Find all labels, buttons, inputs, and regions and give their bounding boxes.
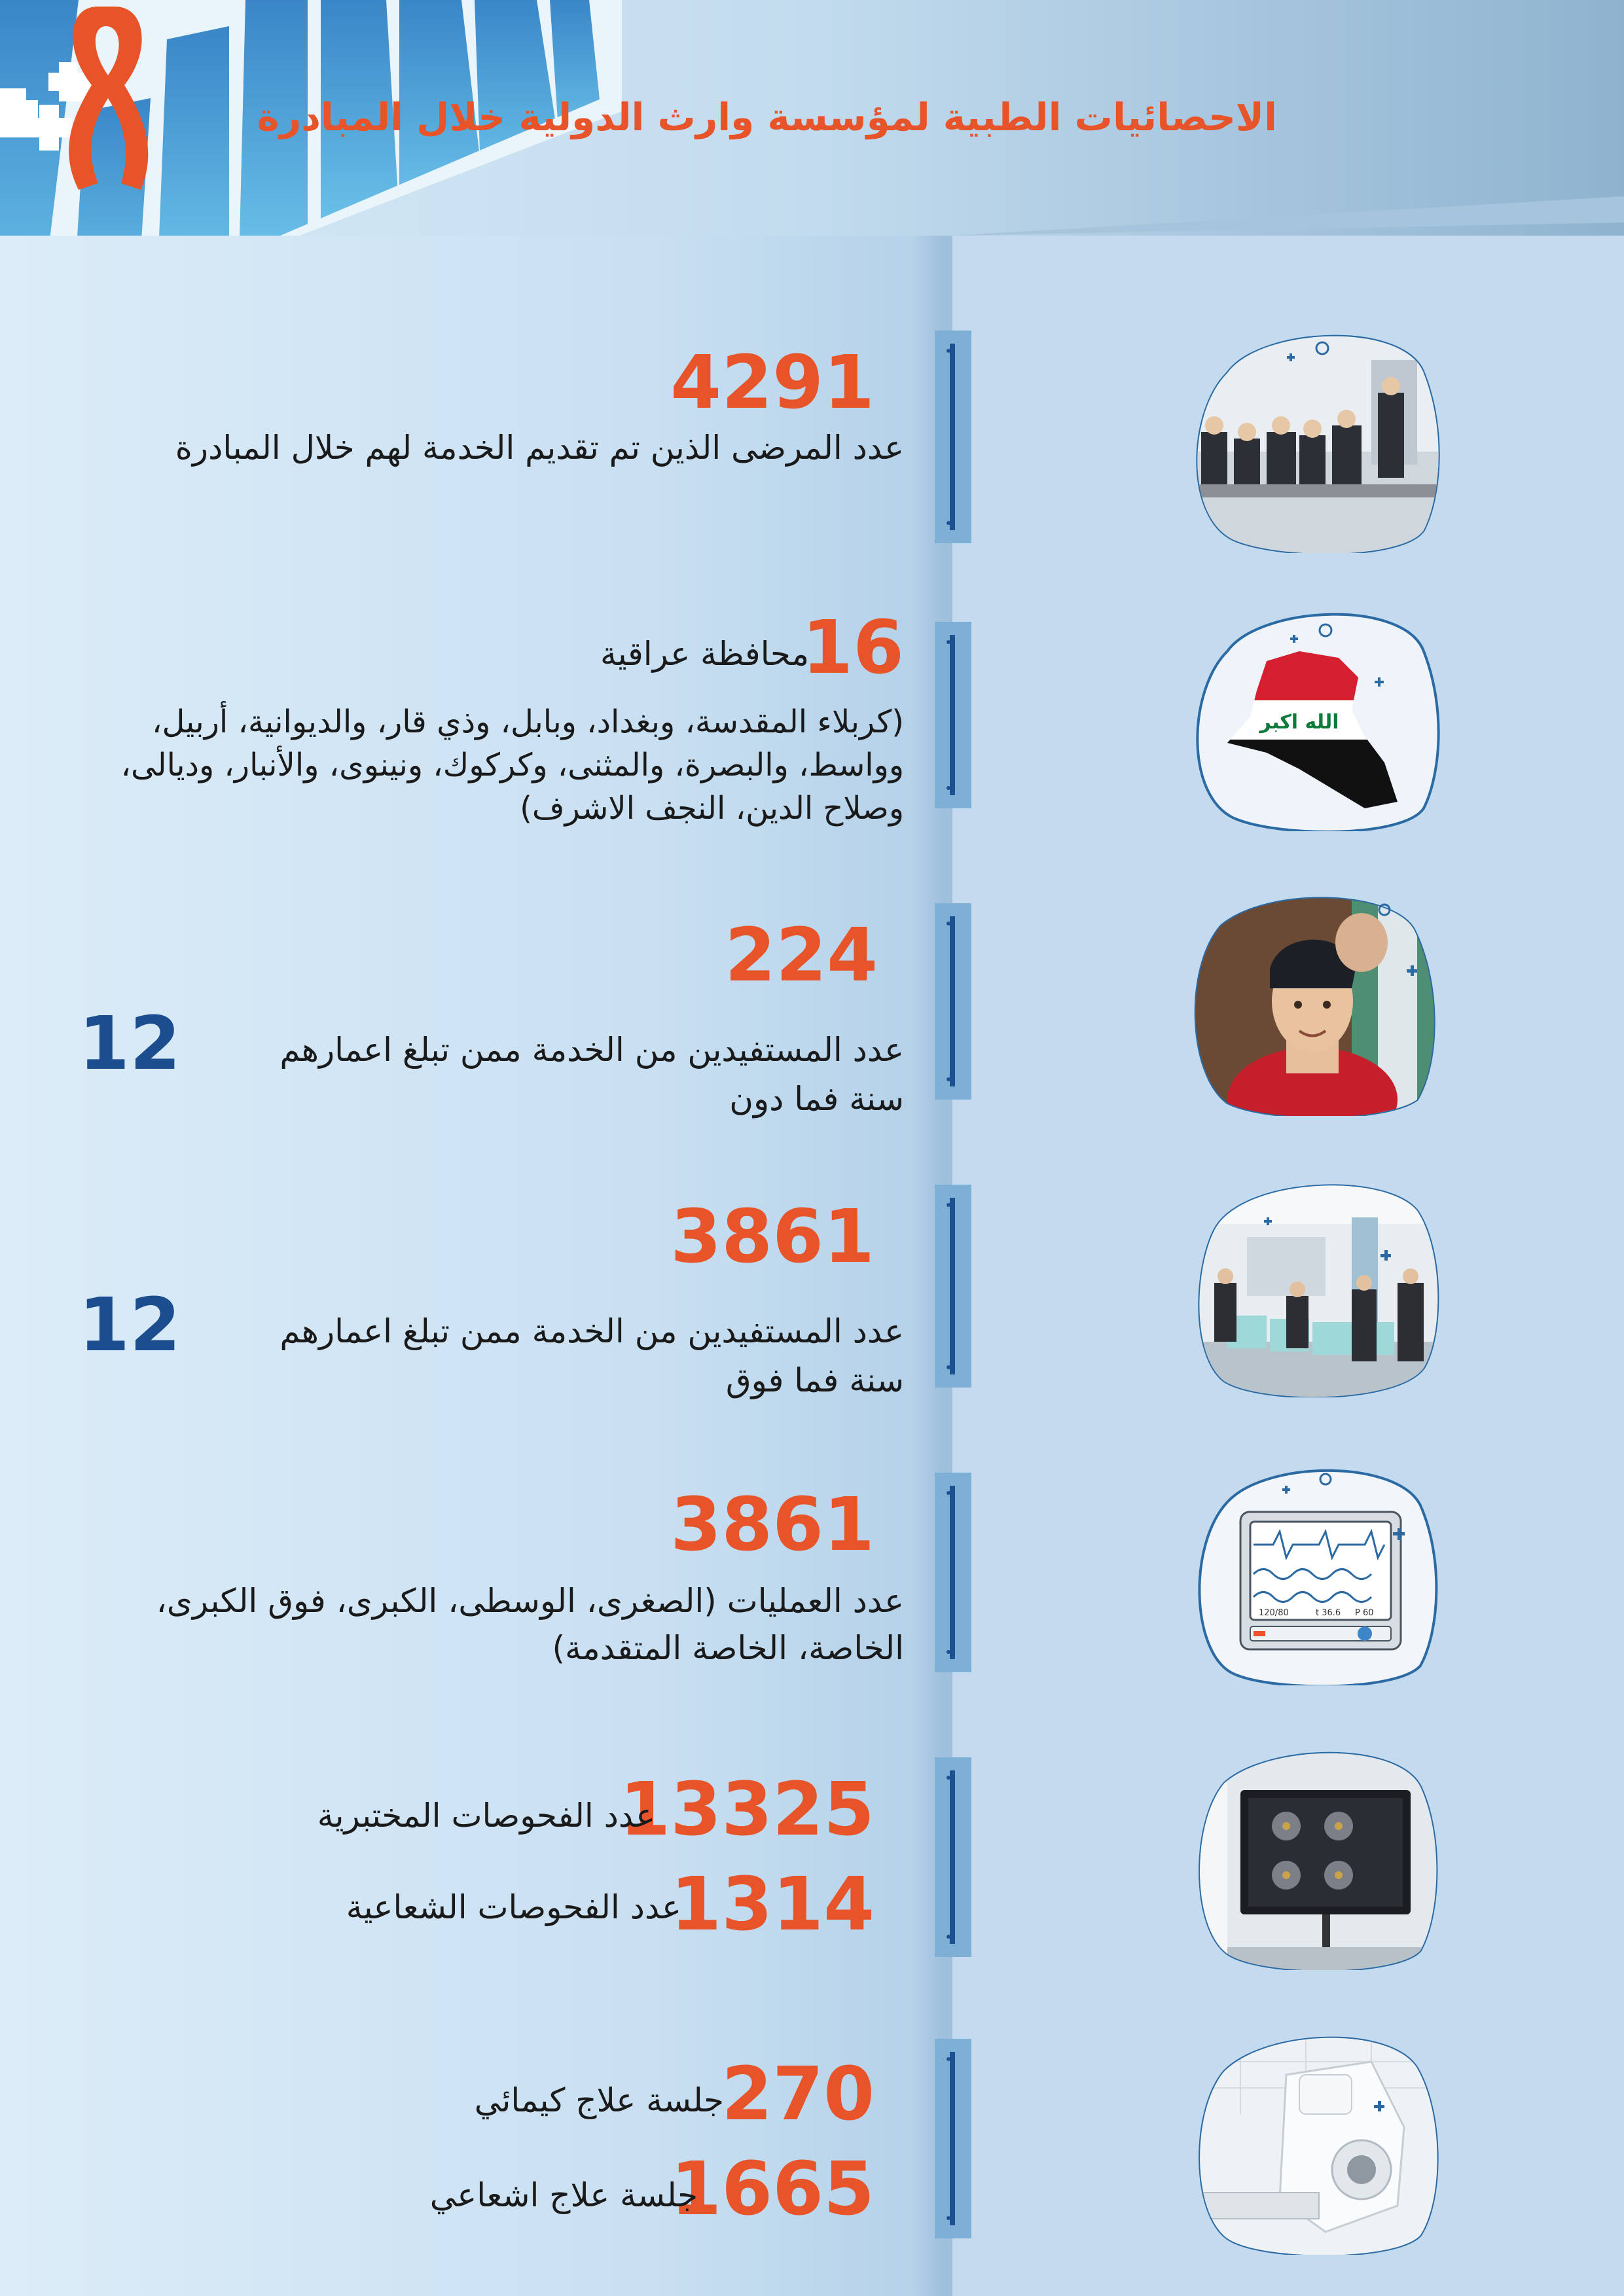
- chemo-sessions-number: 270: [721, 2052, 875, 2137]
- operations-line: عدد العمليات (الصغرى، الوسطى، الكبرى، فوق الكبرى،: [156, 1582, 904, 1620]
- child-patient-photo: [1188, 897, 1447, 1116]
- governorates-list: [0, 700, 904, 830]
- stat-label: عدد المستفيدين من الخدمة ممن تبلغ اعمارهم: [280, 1031, 904, 1069]
- stat-number: 3861: [670, 1194, 875, 1280]
- governorates-line: (كربلاء المقدسة، وبغداد، وبابل، وذي قار، والديوانية، أربيل،: [152, 704, 904, 740]
- timeline-spine: [935, 1473, 971, 1672]
- stat-label-continued: سنة فما دون: [729, 1080, 904, 1118]
- stat-number: 224: [725, 913, 878, 998]
- timeline-spine: [935, 1757, 971, 1957]
- stat-label: عدد المستفيدين من الخدمة ممن تبلغ اعمارهم: [280, 1312, 904, 1350]
- operations-label: [0, 1577, 904, 1672]
- timeline-spine: [935, 622, 971, 808]
- flag-text: الله اكبر: [1259, 711, 1339, 734]
- stat-number: 3861: [670, 1482, 875, 1568]
- radiotherapy-sessions-number: 1665: [670, 2147, 875, 2232]
- page-title: الاحصائيات الطبية لمؤسسة وارث الدولية خلال المبادرة: [257, 95, 1277, 139]
- radiology-tests-label: عدد الفحوصات الشعاعية: [346, 1888, 681, 1926]
- lab-tests-label: عدد الفحوصات المختبرية: [317, 1797, 655, 1835]
- operations-line: الخاصة، الخاصة المتقدمة): [552, 1629, 904, 1667]
- monitor-temp: t 36.6: [1316, 1608, 1341, 1618]
- header-band: [0, 0, 1624, 236]
- age-number: 12: [79, 1283, 181, 1368]
- heart-monitor-icon: [1188, 1466, 1447, 1685]
- radiology-tests-number: 1314: [670, 1862, 875, 1947]
- waiting-room-photo: [1188, 334, 1447, 553]
- timeline-spine: [935, 1185, 971, 1388]
- timeline-spine: [935, 903, 971, 1100]
- timeline-spine: [935, 331, 971, 543]
- stat-number: 16: [802, 605, 904, 691]
- radiology-screen-photo: [1188, 1751, 1447, 1970]
- stat-label-continued: سنة فما فوق: [725, 1361, 904, 1399]
- lab-tests-number: 13325: [619, 1767, 875, 1852]
- timeline-spine: [935, 2039, 971, 2238]
- governorates-line: وواسط، والبصرة، والمثنى، وكركوك، ونينوى، والأنبار، وديالى،: [120, 747, 904, 783]
- stat-number: 4291: [670, 340, 875, 425]
- iraq-flag-map-icon: [1188, 612, 1447, 831]
- governorates-line: وصلاح الدين، النجف الاشرف): [520, 790, 904, 827]
- age-number: 12: [79, 1001, 181, 1086]
- monitor-bp: 120/80: [1259, 1608, 1289, 1618]
- clinic-lobby-photo: [1188, 1178, 1447, 1397]
- stat-label: عدد المرضى الذين تم تقديم الخدمة لهم خلال المبادرة: [175, 429, 904, 467]
- stat-label: محافظة عراقية: [600, 635, 809, 673]
- monitor-pulse: P 60: [1355, 1608, 1374, 1618]
- chemo-sessions-label: جلسة علاج كيمائي: [474, 2081, 724, 2119]
- radiotherapy-machine-photo: [1188, 2036, 1447, 2255]
- ribbon-cross-logo-icon: [0, 0, 170, 196]
- radiotherapy-sessions-label: جلسة علاج اشعاعي: [429, 2176, 698, 2214]
